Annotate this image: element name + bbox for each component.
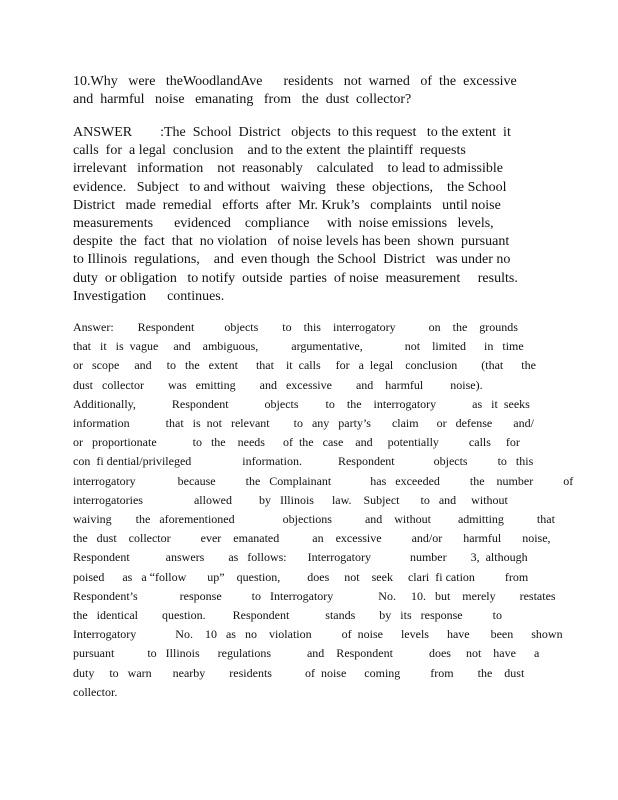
respondent-answer-line: collector. [73,684,118,699]
respondent-answer-line: waiving the aforementioned objections and without admitting that [73,512,555,527]
respondent-answer-line: poised as a “follow up” question, does not seek clari fi cation from [73,569,529,584]
respondent-answer-line: dust collector was emitting and excessive and harmful noise). [73,377,483,392]
district-answer-line: District made remedial efforts after Mr. Kruk’s complaints until noise [73,197,501,213]
interrogatory-question [73,73,517,109]
respondent-answer-line: con fi dential/privileged information. Respondent objects to this [73,454,534,469]
district-answer-line: evidence. Subject to and without waiving these objections, the School [73,179,507,195]
respondent-answer [73,318,573,702]
respondent-answer-line: Respondent answers as follows: Interrogatory number 3, although [73,550,528,565]
district-answer-line: ANSWER :The School District objects to this request to the extent it [73,125,511,140]
district-answer-line: to Illinois regulations, and even though the School District was under no [73,252,511,268]
district-answer-line: duty or obligation to notify outside parties of noise measurement results. [73,270,518,286]
respondent-answer-line: that it is vague and ambiguous, argumentative, not limited in time [73,339,524,354]
respondent-answer-line: or proportionate to the needs of the case and potentially calls for [73,435,520,450]
respondent-answer-line: Additionally, Respondent objects to the interrogatory as it seeks [73,396,530,411]
respondent-answer-line: interrogatory because the Complainant has exceeded the number of [73,473,574,488]
respondent-answer-line: Answer: Respondent objects to this interrogatory on the grounds [73,320,518,334]
question-line: 10.Why were theWoodlandAve residents not warned of the excessive [73,74,517,89]
district-answer-line: Investigation continues. [73,288,225,304]
district-answer-line: irrelevant information not reasonably calculated to lead to admissible [73,161,503,177]
district-answer-line: measurements evidenced compliance with noise emissions levels, [73,216,494,232]
respondent-answer-line: interrogatories allowed by Illinois law. Subject to and without [73,492,508,507]
respondent-answer-line: Interrogatory No. 10 as no violation of noise levels have been shown [73,627,563,642]
question-line: and harmful noise emanating from the dust collector? [73,92,412,107]
respondent-answer-line: duty to warn nearby residents of noise coming from the dust [73,665,525,680]
respondent-answer-line: Respondent’s response to Interrogatory No. 10. but merely restates [73,588,556,603]
district-answer-line: calls for a legal conclusion and to the extent the plaintiff requests [73,143,466,159]
respondent-answer-line: information that is not relevant to any party’s claim or defense and/ [73,416,534,431]
respondent-answer-line: pursuant to Illinois regulations and Respondent does not have a [73,646,540,661]
respondent-answer-line: the dust collector ever emanated an excessive and/or harmful noise, [73,531,551,546]
school-district-answer [73,124,518,306]
district-answer-line: despite the fact that no violation of noise levels has been shown pursuant [73,234,510,250]
respondent-answer-line: the identical question. Respondent stands by its response to [73,608,502,623]
respondent-answer-line: or scope and to the extent that it calls for a legal conclusion (that the [73,358,536,373]
